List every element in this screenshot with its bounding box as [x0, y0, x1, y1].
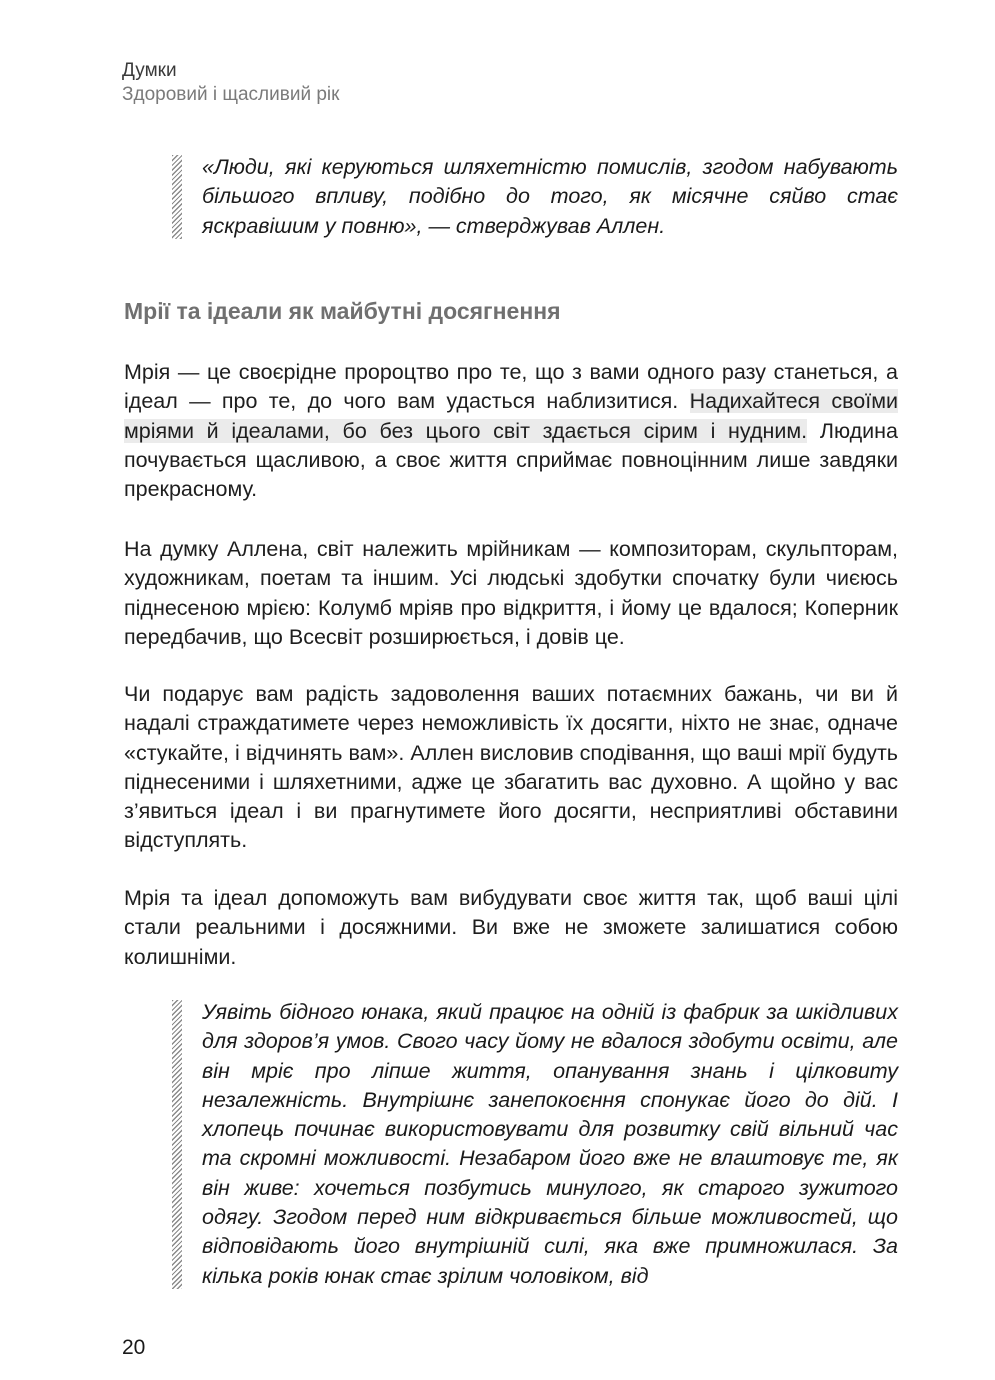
paragraph-dreamers: На думку Аллена, світ належить мрійникам — композиторам, скульпторам, художникам, поетам та іншим. Усі людські здобутки спочатку були чиєюсь піднесеною мрією: Колумб мріяв про відкриття, і йому це вдалося; Коперник передбачив, що Всесвіт розширюється, і довів це.: [124, 537, 898, 649]
book-title: Думки: [122, 60, 177, 81]
example-quote-young-man: [172, 998, 898, 1291]
running-head: [122, 59, 339, 107]
paragraph-text: Людина почувається щасливою, а своє життя сприймає повноцінним лише завдяки прекрасному.: [124, 418, 899, 502]
quote-hatch-bar: [172, 1000, 182, 1289]
section-heading: Мрії та ідеали як майбутні досягнення: [124, 298, 561, 324]
pull-quote-allen: [172, 153, 898, 241]
page-number: 20: [122, 1336, 146, 1359]
paragraph-goals: Мрія та ідеал допоможуть вам вибудувати своє життя так, щоб ваші цілі стали реальними і досяжними. Ви вже не зможете залишатися собою колишніми.: [124, 886, 898, 969]
paragraph-text: Мрія — це своєрідне пророцтво про те, що з вами одного разу станеться, а ідеал — про те, до чого вам удасться наблизитися.: [124, 360, 898, 414]
paragraph-dreams-prophecy: [124, 358, 898, 504]
chapter-title: Здоровий і щасливий рік: [122, 84, 340, 105]
quote-hatch-bar: [172, 155, 182, 239]
quote-text: Уявіть бідного юнака, який працює на одній із фабрик за шкідливих для здоров’я умов. Свого часу йому не вдалося здобути освіти, але він мріє про ліпше життя, опанування знань і цілковиту незалежність. Внутрішнє занепокоєння спонукає його до дій. І хлопець починає використовувати для розвитку свій вільний час та скромні можливості. Незабаром його вже не влаштовує те, як він живе: хочеться позбутись минулого, як старого зужитого одягу. Згодом перед ним відкривається більше можливостей, що відповідають його внутрішній силі, яка вже примножилася. За кілька років юнак стає зрілим чоловіком, від: [202, 1000, 898, 1288]
quote-text: «Люди, які керуються шляхетністю помислів, згодом набувають більшого впливу, подібно до того, як місячне сяйво стає яскравішим у повню», — стверджував Аллен.: [202, 155, 898, 238]
highlighted-sentence: Надихайтеся своїми мріями й ідеалами, бо без цього світ здається сірим і нудним.: [124, 389, 898, 443]
paragraph-desires: Чи подарує вам радість задоволення ваших потаємних бажань, чи ви й надалі страждатимете через неможливість їх досягти, ніхто не знає, одначе «стукайте, і відчинять вам». Аллен висловив сподівання, що ваші мрії будуть піднесеними і шляхетними, адже це збагатить вас духовно. А щойно у вас з’явиться ідеал і ви прагнутимете його досягти, несприятливі обставини відступлять.: [124, 682, 898, 853]
